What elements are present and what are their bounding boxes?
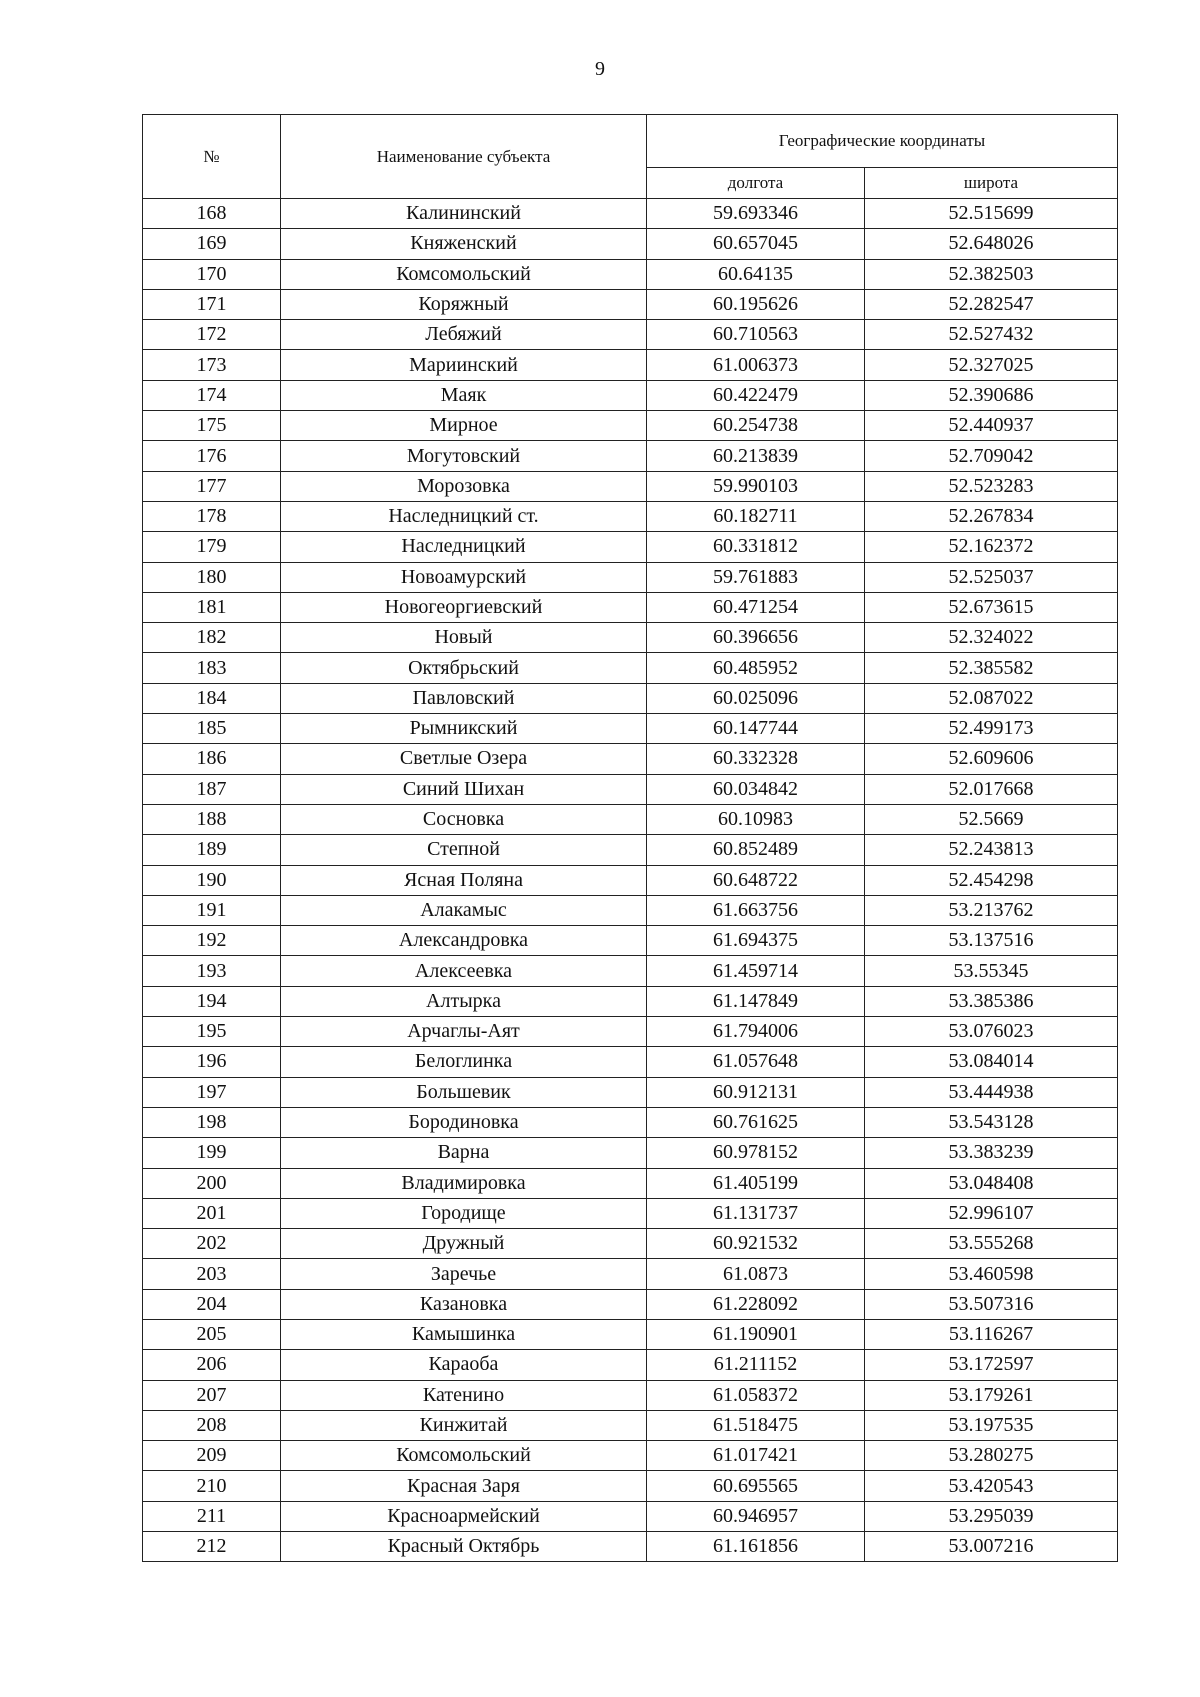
cell-subject-name: Александровка	[281, 926, 647, 956]
cell-longitude: 59.693346	[647, 199, 865, 229]
cell-subject-name: Катенино	[281, 1380, 647, 1410]
cell-latitude: 53.507316	[865, 1289, 1118, 1319]
table-row	[143, 895, 1118, 925]
cell-latitude: 52.017668	[865, 774, 1118, 804]
cell-latitude: 53.116267	[865, 1319, 1118, 1349]
table-row	[143, 774, 1118, 804]
cell-longitude: 61.663756	[647, 895, 865, 925]
header-geographic-coordinates: Географические координаты	[647, 115, 1118, 168]
cell-latitude: 52.162372	[865, 532, 1118, 562]
cell-latitude: 53.179261	[865, 1380, 1118, 1410]
cell-number: 181	[143, 592, 281, 622]
cell-subject-name: Морозовка	[281, 471, 647, 501]
cell-longitude: 59.761883	[647, 562, 865, 592]
cell-latitude: 53.460598	[865, 1259, 1118, 1289]
table-row	[143, 1350, 1118, 1380]
page-number: 9	[595, 58, 605, 80]
table-row	[143, 289, 1118, 319]
cell-subject-name: Красная Заря	[281, 1471, 647, 1501]
cell-subject-name: Сосновка	[281, 804, 647, 834]
table-row	[143, 320, 1118, 350]
cell-number: 190	[143, 865, 281, 895]
cell-subject-name: Белоглинка	[281, 1047, 647, 1077]
cell-longitude: 60.657045	[647, 229, 865, 259]
table-row	[143, 562, 1118, 592]
cell-longitude: 61.228092	[647, 1289, 865, 1319]
table-row	[143, 1017, 1118, 1047]
cell-number: 175	[143, 411, 281, 441]
cell-subject-name: Наследницкий	[281, 532, 647, 562]
cell-latitude: 53.295039	[865, 1501, 1118, 1531]
cell-number: 186	[143, 744, 281, 774]
header-subject-name: Наименование субъекта	[281, 115, 647, 199]
cell-number: 199	[143, 1138, 281, 1168]
cell-subject-name: Городище	[281, 1198, 647, 1228]
cell-number: 185	[143, 714, 281, 744]
cell-longitude: 60.695565	[647, 1471, 865, 1501]
cell-number: 169	[143, 229, 281, 259]
cell-latitude: 53.555268	[865, 1229, 1118, 1259]
cell-number: 209	[143, 1441, 281, 1471]
cell-latitude: 52.382503	[865, 259, 1118, 289]
table-row	[143, 532, 1118, 562]
cell-longitude: 61.211152	[647, 1350, 865, 1380]
table-row	[143, 835, 1118, 865]
cell-subject-name: Рымникский	[281, 714, 647, 744]
cell-latitude: 53.007216	[865, 1532, 1118, 1562]
cell-latitude: 52.996107	[865, 1198, 1118, 1228]
table-row	[143, 956, 1118, 986]
cell-longitude: 60.64135	[647, 259, 865, 289]
table-row	[143, 804, 1118, 834]
cell-subject-name: Новый	[281, 623, 647, 653]
cell-subject-name: Красноармейский	[281, 1501, 647, 1531]
table-row	[143, 1047, 1118, 1077]
cell-number: 203	[143, 1259, 281, 1289]
cell-latitude: 52.609606	[865, 744, 1118, 774]
cell-subject-name: Дружный	[281, 1229, 647, 1259]
cell-number: 191	[143, 895, 281, 925]
table-row	[143, 199, 1118, 229]
cell-latitude: 52.527432	[865, 320, 1118, 350]
cell-subject-name: Маяк	[281, 380, 647, 410]
table-row	[143, 1289, 1118, 1319]
cell-longitude: 61.518475	[647, 1410, 865, 1440]
cell-latitude: 52.525037	[865, 562, 1118, 592]
header-longitude: долгота	[647, 168, 865, 199]
cell-number: 194	[143, 986, 281, 1016]
table-row	[143, 714, 1118, 744]
cell-subject-name: Княженский	[281, 229, 647, 259]
cell-subject-name: Алексеевка	[281, 956, 647, 986]
cell-latitude: 53.420543	[865, 1471, 1118, 1501]
cell-number: 170	[143, 259, 281, 289]
table-row	[143, 1319, 1118, 1349]
cell-latitude: 52.454298	[865, 865, 1118, 895]
cell-latitude: 52.515699	[865, 199, 1118, 229]
cell-longitude: 61.147849	[647, 986, 865, 1016]
cell-subject-name: Наследницкий ст.	[281, 501, 647, 531]
cell-number: 173	[143, 350, 281, 380]
header-number: №	[143, 115, 281, 199]
table-row	[143, 623, 1118, 653]
cell-longitude: 60.761625	[647, 1107, 865, 1137]
cell-longitude: 60.025096	[647, 683, 865, 713]
table-row	[143, 1441, 1118, 1471]
table-row	[143, 865, 1118, 895]
cell-longitude: 60.331812	[647, 532, 865, 562]
table-row	[143, 501, 1118, 531]
cell-latitude: 53.197535	[865, 1410, 1118, 1440]
cell-subject-name: Караоба	[281, 1350, 647, 1380]
cell-longitude: 60.921532	[647, 1229, 865, 1259]
cell-longitude: 59.990103	[647, 471, 865, 501]
cell-latitude: 52.709042	[865, 441, 1118, 471]
cell-subject-name: Красный Октябрь	[281, 1532, 647, 1562]
cell-longitude: 61.017421	[647, 1441, 865, 1471]
cell-number: 208	[143, 1410, 281, 1440]
cell-latitude: 52.673615	[865, 592, 1118, 622]
cell-number: 177	[143, 471, 281, 501]
cell-subject-name: Кинжитай	[281, 1410, 647, 1440]
cell-longitude: 60.213839	[647, 441, 865, 471]
cell-latitude: 52.390686	[865, 380, 1118, 410]
cell-number: 206	[143, 1350, 281, 1380]
cell-longitude: 60.912131	[647, 1077, 865, 1107]
table-row	[143, 441, 1118, 471]
cell-longitude: 61.006373	[647, 350, 865, 380]
cell-subject-name: Лебяжий	[281, 320, 647, 350]
cell-number: 179	[143, 532, 281, 562]
table-row	[143, 1138, 1118, 1168]
cell-longitude: 60.10983	[647, 804, 865, 834]
cell-longitude: 60.147744	[647, 714, 865, 744]
cell-latitude: 52.327025	[865, 350, 1118, 380]
table-row	[143, 1532, 1118, 1562]
cell-latitude: 53.55345	[865, 956, 1118, 986]
table-row	[143, 1229, 1118, 1259]
cell-subject-name: Светлые Озера	[281, 744, 647, 774]
table-row	[143, 1107, 1118, 1137]
header-latitude: широта	[865, 168, 1118, 199]
cell-latitude: 52.440937	[865, 411, 1118, 441]
cell-number: 171	[143, 289, 281, 319]
table-header	[143, 115, 1118, 199]
cell-latitude: 53.383239	[865, 1138, 1118, 1168]
cell-longitude: 60.254738	[647, 411, 865, 441]
cell-subject-name: Казановка	[281, 1289, 647, 1319]
cell-subject-name: Калининский	[281, 199, 647, 229]
cell-longitude: 60.485952	[647, 653, 865, 683]
coordinates-table	[142, 114, 1118, 1562]
table-row	[143, 1501, 1118, 1531]
table-row	[143, 986, 1118, 1016]
cell-subject-name: Комсомольский	[281, 259, 647, 289]
cell-longitude: 61.161856	[647, 1532, 865, 1562]
cell-latitude: 53.172597	[865, 1350, 1118, 1380]
cell-latitude: 53.444938	[865, 1077, 1118, 1107]
table-body	[143, 199, 1118, 1562]
cell-longitude: 61.405199	[647, 1168, 865, 1198]
cell-number: 172	[143, 320, 281, 350]
cell-latitude: 53.213762	[865, 895, 1118, 925]
cell-number: 182	[143, 623, 281, 653]
cell-latitude: 53.084014	[865, 1047, 1118, 1077]
cell-longitude: 60.978152	[647, 1138, 865, 1168]
cell-number: 195	[143, 1017, 281, 1047]
cell-subject-name: Октябрьский	[281, 653, 647, 683]
cell-subject-name: Владимировка	[281, 1168, 647, 1198]
cell-number: 174	[143, 380, 281, 410]
table-row	[143, 1077, 1118, 1107]
table-row	[143, 1380, 1118, 1410]
cell-longitude: 60.471254	[647, 592, 865, 622]
cell-latitude: 52.087022	[865, 683, 1118, 713]
table-row	[143, 1198, 1118, 1228]
cell-subject-name: Новогеоргиевский	[281, 592, 647, 622]
cell-number: 210	[143, 1471, 281, 1501]
table-row	[143, 471, 1118, 501]
cell-latitude: 52.523283	[865, 471, 1118, 501]
table-row	[143, 592, 1118, 622]
cell-longitude: 61.057648	[647, 1047, 865, 1077]
cell-longitude: 60.034842	[647, 774, 865, 804]
cell-number: 212	[143, 1532, 281, 1562]
table-row	[143, 1471, 1118, 1501]
cell-longitude: 61.459714	[647, 956, 865, 986]
cell-number: 193	[143, 956, 281, 986]
cell-longitude: 60.648722	[647, 865, 865, 895]
cell-subject-name: Комсомольский	[281, 1441, 647, 1471]
cell-latitude: 52.324022	[865, 623, 1118, 653]
cell-latitude: 53.543128	[865, 1107, 1118, 1137]
cell-subject-name: Заречье	[281, 1259, 647, 1289]
cell-subject-name: Ясная Поляна	[281, 865, 647, 895]
table-row	[143, 1168, 1118, 1198]
cell-subject-name: Камышинка	[281, 1319, 647, 1349]
cell-subject-name: Коряжный	[281, 289, 647, 319]
table-row	[143, 744, 1118, 774]
cell-subject-name: Бородиновка	[281, 1107, 647, 1137]
cell-number: 211	[143, 1501, 281, 1531]
cell-subject-name: Алакамыс	[281, 895, 647, 925]
table-row	[143, 1410, 1118, 1440]
cell-number: 197	[143, 1077, 281, 1107]
cell-number: 207	[143, 1380, 281, 1410]
cell-longitude: 60.195626	[647, 289, 865, 319]
cell-latitude: 52.267834	[865, 501, 1118, 531]
cell-number: 201	[143, 1198, 281, 1228]
cell-number: 184	[143, 683, 281, 713]
cell-latitude: 53.137516	[865, 926, 1118, 956]
cell-number: 188	[143, 804, 281, 834]
cell-number: 176	[143, 441, 281, 471]
cell-longitude: 61.058372	[647, 1380, 865, 1410]
cell-number: 189	[143, 835, 281, 865]
cell-latitude: 52.282547	[865, 289, 1118, 319]
cell-subject-name: Могутовский	[281, 441, 647, 471]
cell-latitude: 52.5669	[865, 804, 1118, 834]
cell-longitude: 60.710563	[647, 320, 865, 350]
cell-longitude: 60.422479	[647, 380, 865, 410]
cell-longitude: 60.396656	[647, 623, 865, 653]
table-row	[143, 259, 1118, 289]
cell-longitude: 61.131737	[647, 1198, 865, 1228]
cell-latitude: 53.280275	[865, 1441, 1118, 1471]
cell-longitude: 60.946957	[647, 1501, 865, 1531]
cell-number: 183	[143, 653, 281, 683]
table-row	[143, 683, 1118, 713]
cell-latitude: 52.648026	[865, 229, 1118, 259]
cell-longitude: 61.0873	[647, 1259, 865, 1289]
cell-subject-name: Новоамурский	[281, 562, 647, 592]
cell-number: 204	[143, 1289, 281, 1319]
cell-latitude: 52.243813	[865, 835, 1118, 865]
cell-longitude: 60.182711	[647, 501, 865, 531]
table-row	[143, 1259, 1118, 1289]
cell-number: 180	[143, 562, 281, 592]
table-row	[143, 411, 1118, 441]
cell-number: 178	[143, 501, 281, 531]
cell-number: 196	[143, 1047, 281, 1077]
cell-subject-name: Мариинский	[281, 350, 647, 380]
cell-subject-name: Большевик	[281, 1077, 647, 1107]
cell-number: 187	[143, 774, 281, 804]
cell-longitude: 61.794006	[647, 1017, 865, 1047]
table-row	[143, 380, 1118, 410]
cell-number: 205	[143, 1319, 281, 1349]
cell-latitude: 52.385582	[865, 653, 1118, 683]
cell-subject-name: Арчаглы-Аят	[281, 1017, 647, 1047]
cell-subject-name: Варна	[281, 1138, 647, 1168]
cell-longitude: 61.190901	[647, 1319, 865, 1349]
cell-subject-name: Степной	[281, 835, 647, 865]
cell-number: 168	[143, 199, 281, 229]
cell-latitude: 52.499173	[865, 714, 1118, 744]
cell-subject-name: Алтырка	[281, 986, 647, 1016]
table-row	[143, 350, 1118, 380]
table-row	[143, 653, 1118, 683]
cell-number: 198	[143, 1107, 281, 1137]
cell-latitude: 53.385386	[865, 986, 1118, 1016]
table-row	[143, 229, 1118, 259]
cell-longitude: 60.332328	[647, 744, 865, 774]
cell-subject-name: Павловский	[281, 683, 647, 713]
cell-subject-name: Мирное	[281, 411, 647, 441]
cell-number: 200	[143, 1168, 281, 1198]
cell-latitude: 53.076023	[865, 1017, 1118, 1047]
cell-longitude: 60.852489	[647, 835, 865, 865]
cell-subject-name: Синий Шихан	[281, 774, 647, 804]
cell-number: 202	[143, 1229, 281, 1259]
table-row	[143, 926, 1118, 956]
cell-latitude: 53.048408	[865, 1168, 1118, 1198]
cell-longitude: 61.694375	[647, 926, 865, 956]
cell-number: 192	[143, 926, 281, 956]
